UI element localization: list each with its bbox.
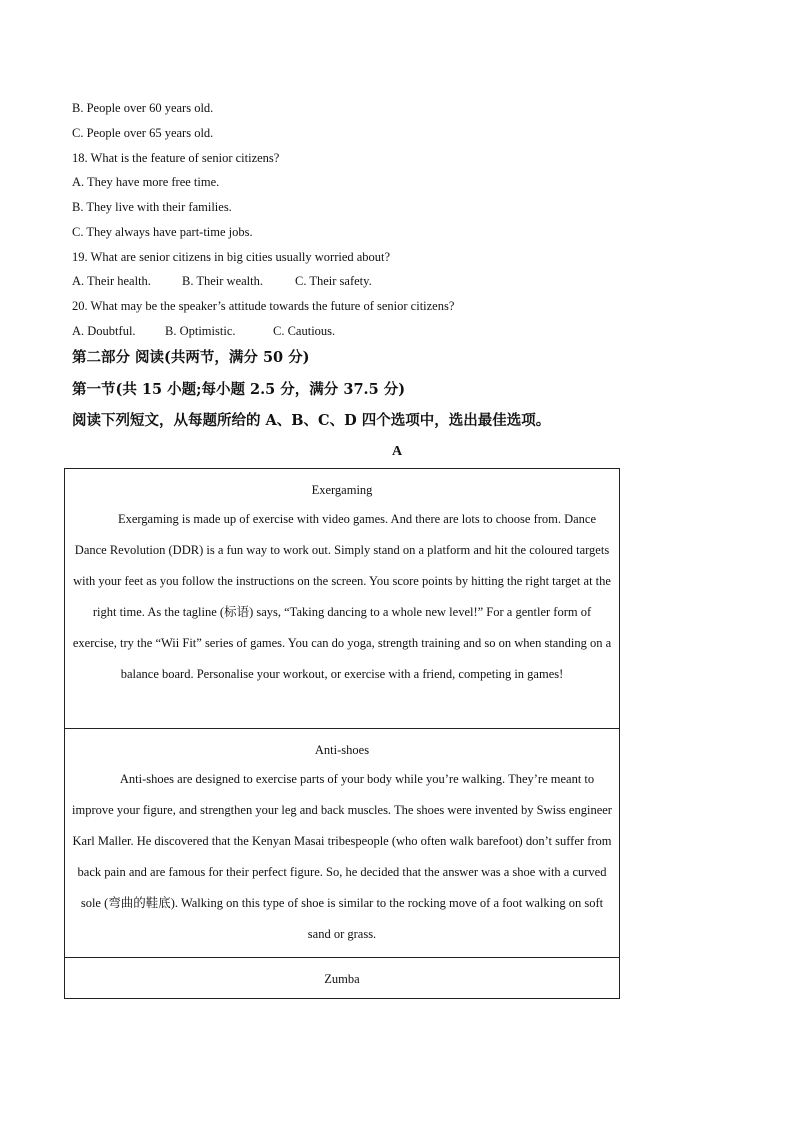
table-row (65, 958, 620, 999)
box-body: Exergaming is made up of exercise with video games. And there are lots to choose from. Dance Dance Revolution (DDR) is a fun way to work out. Simply stand on a platform and hit the coloured targets with your feet as you follow the instructions on the screen. You score points by hitting the right target at the right time. As the tagline (标语) says, “Taking dancing to a whole new level!” For a gentler form of exercise, try the “Wii Fit” series of games. You can do yoga, strength training and so on when standing on a balance board. Personalise your workout, or exercise with a friend, competing in games! (72, 512, 612, 681)
box-body: Anti-shoes are designed to exercise parts of your body while you’re walking. They’re meant to improve your figure, and strengthen your leg and back muscles. The shoes were invented by Swiss engineer Karl Maller. He discovered that the Kenyan Masai tribespeople (who often walk barefoot) don’t suffer from back pain and are famous for their perfect figure. So, he decided that the answer was a shoe with a curved sole (弯曲的鞋底). Walking on this type of shoe is similar to the rocking move of a foot walking on soft sand or grass. (72, 772, 612, 941)
table-row (65, 469, 620, 729)
box-title: Exergaming (311, 483, 373, 497)
question-20-stem: 20. What may be the speaker’s attitude towards the future of senior citizens? (72, 299, 455, 313)
box-zumba (65, 958, 620, 999)
question-18-stem: 18. What is the feature of senior citizens? (72, 151, 280, 165)
question-20-option-b: B. Optimistic. (165, 324, 236, 338)
box-exergaming (65, 469, 620, 729)
question-20-options (72, 323, 335, 339)
question-17-option-b: B. People over 60 years old. (72, 101, 214, 115)
part-heading: 第二部分 阅读(共两节，满分 50 分) (72, 349, 310, 366)
question-18-option-a: A. They have more free time. (72, 175, 220, 189)
question-19-stem: 19. What are senior citizens in big cities usually worried about? (72, 250, 391, 264)
passage-table (64, 468, 620, 999)
question-18-option-c: C. They always have part-time jobs. (72, 225, 253, 239)
reading-instruction: 阅读下列短文，从每题所给的 A、B、C、D 四个选项中，选出最佳选项。 (72, 412, 551, 429)
question-19-option-b: B. Their wealth. (182, 274, 263, 288)
question-17-option-c: C. People over 65 years old. (72, 126, 214, 140)
section-heading: 第一节(共 15 小题;每小题 2.5 分，满分 37.5 分) (72, 381, 406, 398)
question-20-option-c: C. Cautious. (273, 324, 336, 338)
table-row (65, 729, 620, 958)
question-19-option-c: C. Their safety. (295, 274, 372, 288)
box-anti-shoes (65, 729, 620, 958)
box-title: Anti-shoes (314, 743, 370, 757)
box-title: Zumba (324, 972, 360, 986)
question-20-option-a: A. Doubtful. (72, 324, 136, 338)
question-19-option-a: A. Their health. (72, 274, 151, 288)
passage-label: A (391, 444, 403, 459)
question-19-options (72, 273, 372, 289)
question-18-option-b: B. They live with their families. (72, 200, 232, 214)
